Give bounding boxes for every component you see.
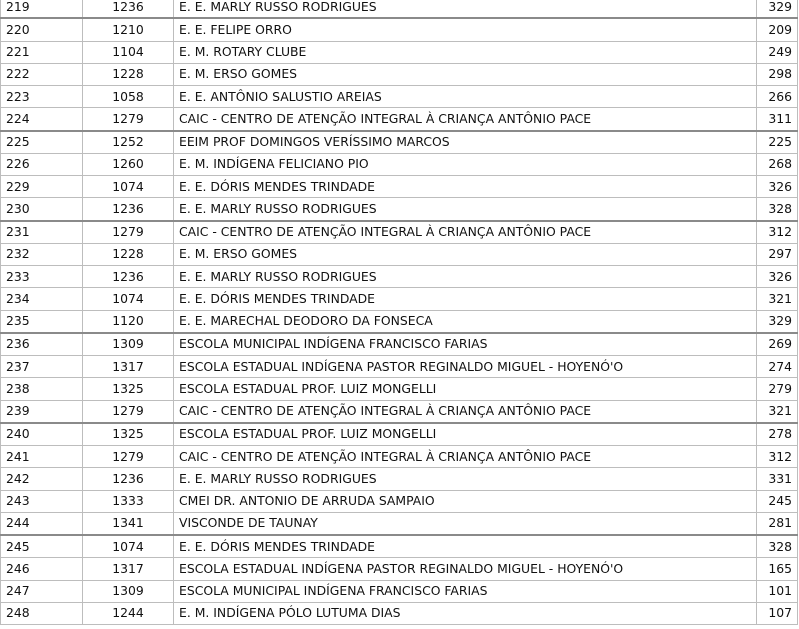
school-name-cell: E. E. DÓRIS MENDES TRINDADE	[174, 288, 757, 310]
table-row	[1, 490, 798, 512]
table-row	[1, 0, 798, 18]
location-code-cell: 1333	[83, 490, 174, 512]
location-code-cell: 1120	[83, 310, 174, 333]
voter-count-cell: 312	[757, 221, 798, 244]
school-name-cell: CAIC - CENTRO DE ATENÇÃO INTEGRAL À CRIANÇA ANTÔNIO PACE	[174, 400, 757, 423]
table-row	[1, 512, 798, 535]
table-row	[1, 153, 798, 175]
section-number-cell: 223	[1, 86, 83, 108]
school-name-cell: E. E. FELIPE ORRO	[174, 18, 757, 41]
table-row	[1, 468, 798, 490]
location-code-cell: 1279	[83, 221, 174, 244]
table-row	[1, 400, 798, 423]
location-code-cell: 1074	[83, 288, 174, 310]
voter-count-cell: 209	[757, 18, 798, 41]
voter-count-cell: 321	[757, 400, 798, 423]
school-name-cell: CMEI DR. ANTONIO DE ARRUDA SAMPAIO	[174, 490, 757, 512]
voter-count-cell: 321	[757, 288, 798, 310]
table-row	[1, 243, 798, 265]
voter-count-cell: 245	[757, 490, 798, 512]
section-number-cell: 221	[1, 41, 83, 63]
table-row	[1, 176, 798, 198]
voter-count-cell: 281	[757, 512, 798, 535]
voter-count-cell: 312	[757, 446, 798, 468]
section-number-cell: 240	[1, 423, 83, 446]
school-name-cell: E. M. ERSO GOMES	[174, 243, 757, 265]
school-name-cell: E. E. MARECHAL DEODORO DA FONSECA	[174, 310, 757, 333]
voter-count-cell: 278	[757, 423, 798, 446]
school-name-cell: ESCOLA ESTADUAL PROF. LUIZ MONGELLI	[174, 378, 757, 400]
table-row	[1, 198, 798, 221]
location-code-cell: 1058	[83, 86, 174, 108]
section-number-cell: 243	[1, 490, 83, 512]
section-number-cell: 245	[1, 535, 83, 558]
location-code-cell: 1279	[83, 400, 174, 423]
voter-count-cell: 274	[757, 356, 798, 378]
location-code-cell: 1244	[83, 602, 174, 624]
table-row	[1, 558, 798, 580]
voter-count-cell: 329	[757, 310, 798, 333]
school-name-cell: E. E. MARLY RUSSO RODRIGUES	[174, 266, 757, 288]
school-name-cell: E. E. MARLY RUSSO RODRIGUES	[174, 0, 757, 18]
section-number-cell: 224	[1, 108, 83, 131]
voter-count-cell: 225	[757, 131, 798, 154]
voter-count-cell: 297	[757, 243, 798, 265]
table-row	[1, 446, 798, 468]
table-row	[1, 333, 798, 356]
school-name-cell: ESCOLA ESTADUAL INDÍGENA PASTOR REGINALDO MIGUEL - HOYENÓ'O	[174, 558, 757, 580]
location-code-cell: 1252	[83, 131, 174, 154]
table-row	[1, 580, 798, 602]
voter-count-cell: 268	[757, 153, 798, 175]
school-name-cell: CAIC - CENTRO DE ATENÇÃO INTEGRAL À CRIANÇA ANTÔNIO PACE	[174, 446, 757, 468]
voter-count-cell: 266	[757, 86, 798, 108]
school-name-cell: E. E. MARLY RUSSO RODRIGUES	[174, 468, 757, 490]
section-number-cell: 247	[1, 580, 83, 602]
voter-count-cell: 298	[757, 63, 798, 85]
voter-count-cell: 326	[757, 176, 798, 198]
school-name-cell: E. E. MARLY RUSSO RODRIGUES	[174, 198, 757, 221]
table-row	[1, 86, 798, 108]
voter-count-cell: 331	[757, 468, 798, 490]
location-code-cell: 1104	[83, 41, 174, 63]
school-name-cell: ESCOLA MUNICIPAL INDÍGENA FRANCISCO FARIAS	[174, 333, 757, 356]
location-code-cell: 1236	[83, 198, 174, 221]
table-row	[1, 41, 798, 63]
section-number-cell: 246	[1, 558, 83, 580]
school-name-cell: E. M. ERSO GOMES	[174, 63, 757, 85]
table-row	[1, 266, 798, 288]
school-name-cell: E. M. INDÍGENA FELICIANO PIO	[174, 153, 757, 175]
section-number-cell: 235	[1, 310, 83, 333]
section-number-cell: 220	[1, 18, 83, 41]
table-row	[1, 602, 798, 624]
voter-count-cell: 279	[757, 378, 798, 400]
section-number-cell: 233	[1, 266, 83, 288]
section-number-cell: 231	[1, 221, 83, 244]
school-name-cell: E. E. DÓRIS MENDES TRINDADE	[174, 535, 757, 558]
location-code-cell: 1236	[83, 0, 174, 18]
location-code-cell: 1325	[83, 423, 174, 446]
school-name-cell: EEIM PROF DOMINGOS VERÍSSIMO MARCOS	[174, 131, 757, 154]
school-name-cell: E. E. ANTÔNIO SALUSTIO AREIAS	[174, 86, 757, 108]
section-number-cell: 239	[1, 400, 83, 423]
location-code-cell: 1317	[83, 558, 174, 580]
section-number-cell: 225	[1, 131, 83, 154]
section-number-cell: 229	[1, 176, 83, 198]
section-number-cell: 238	[1, 378, 83, 400]
section-number-cell: 236	[1, 333, 83, 356]
school-name-cell: CAIC - CENTRO DE ATENÇÃO INTEGRAL À CRIANÇA ANTÔNIO PACE	[174, 221, 757, 244]
location-code-cell: 1309	[83, 580, 174, 602]
location-code-cell: 1236	[83, 468, 174, 490]
location-code-cell: 1260	[83, 153, 174, 175]
table-row	[1, 535, 798, 558]
section-number-cell: 219	[1, 0, 83, 18]
section-number-cell: 244	[1, 512, 83, 535]
school-name-cell: CAIC - CENTRO DE ATENÇÃO INTEGRAL À CRIANÇA ANTÔNIO PACE	[174, 108, 757, 131]
section-number-cell: 226	[1, 153, 83, 175]
school-name-cell: VISCONDE DE TAUNAY	[174, 512, 757, 535]
table-body	[1, 0, 798, 625]
school-name-cell: ESCOLA ESTADUAL INDÍGENA PASTOR REGINALDO MIGUEL - HOYENÓ'O	[174, 356, 757, 378]
section-number-cell: 230	[1, 198, 83, 221]
table-row	[1, 288, 798, 310]
voter-count-cell: 107	[757, 602, 798, 624]
voter-count-cell: 249	[757, 41, 798, 63]
table-row	[1, 108, 798, 131]
school-name-cell: ESCOLA ESTADUAL PROF. LUIZ MONGELLI	[174, 423, 757, 446]
voter-count-cell: 326	[757, 266, 798, 288]
location-code-cell: 1228	[83, 63, 174, 85]
location-code-cell: 1074	[83, 176, 174, 198]
location-code-cell: 1279	[83, 108, 174, 131]
table-row	[1, 221, 798, 244]
school-name-cell: ESCOLA MUNICIPAL INDÍGENA FRANCISCO FARIAS	[174, 580, 757, 602]
section-number-cell: 232	[1, 243, 83, 265]
location-code-cell: 1236	[83, 266, 174, 288]
school-name-cell: E. E. DÓRIS MENDES TRINDADE	[174, 176, 757, 198]
table-row	[1, 63, 798, 85]
table-row	[1, 131, 798, 154]
school-name-cell: E. M. ROTARY CLUBE	[174, 41, 757, 63]
table-row	[1, 356, 798, 378]
location-code-cell: 1317	[83, 356, 174, 378]
location-code-cell: 1279	[83, 446, 174, 468]
section-number-cell: 241	[1, 446, 83, 468]
location-code-cell: 1325	[83, 378, 174, 400]
section-number-cell: 222	[1, 63, 83, 85]
table-row	[1, 378, 798, 400]
section-number-cell: 234	[1, 288, 83, 310]
table-row	[1, 310, 798, 333]
location-code-cell: 1074	[83, 535, 174, 558]
voter-count-cell: 311	[757, 108, 798, 131]
section-number-cell: 242	[1, 468, 83, 490]
table-row	[1, 423, 798, 446]
voter-count-cell: 328	[757, 198, 798, 221]
voter-count-cell: 165	[757, 558, 798, 580]
voter-count-cell: 329	[757, 0, 798, 18]
section-number-cell: 248	[1, 602, 83, 624]
school-name-cell: E. M. INDÍGENA PÓLO LUTUMA DIAS	[174, 602, 757, 624]
voter-count-cell: 269	[757, 333, 798, 356]
voter-count-cell: 328	[757, 535, 798, 558]
table-row	[1, 18, 798, 41]
location-code-cell: 1228	[83, 243, 174, 265]
location-code-cell: 1210	[83, 18, 174, 41]
location-code-cell: 1341	[83, 512, 174, 535]
section-number-cell: 237	[1, 356, 83, 378]
location-code-cell: 1309	[83, 333, 174, 356]
voter-count-cell: 101	[757, 580, 798, 602]
